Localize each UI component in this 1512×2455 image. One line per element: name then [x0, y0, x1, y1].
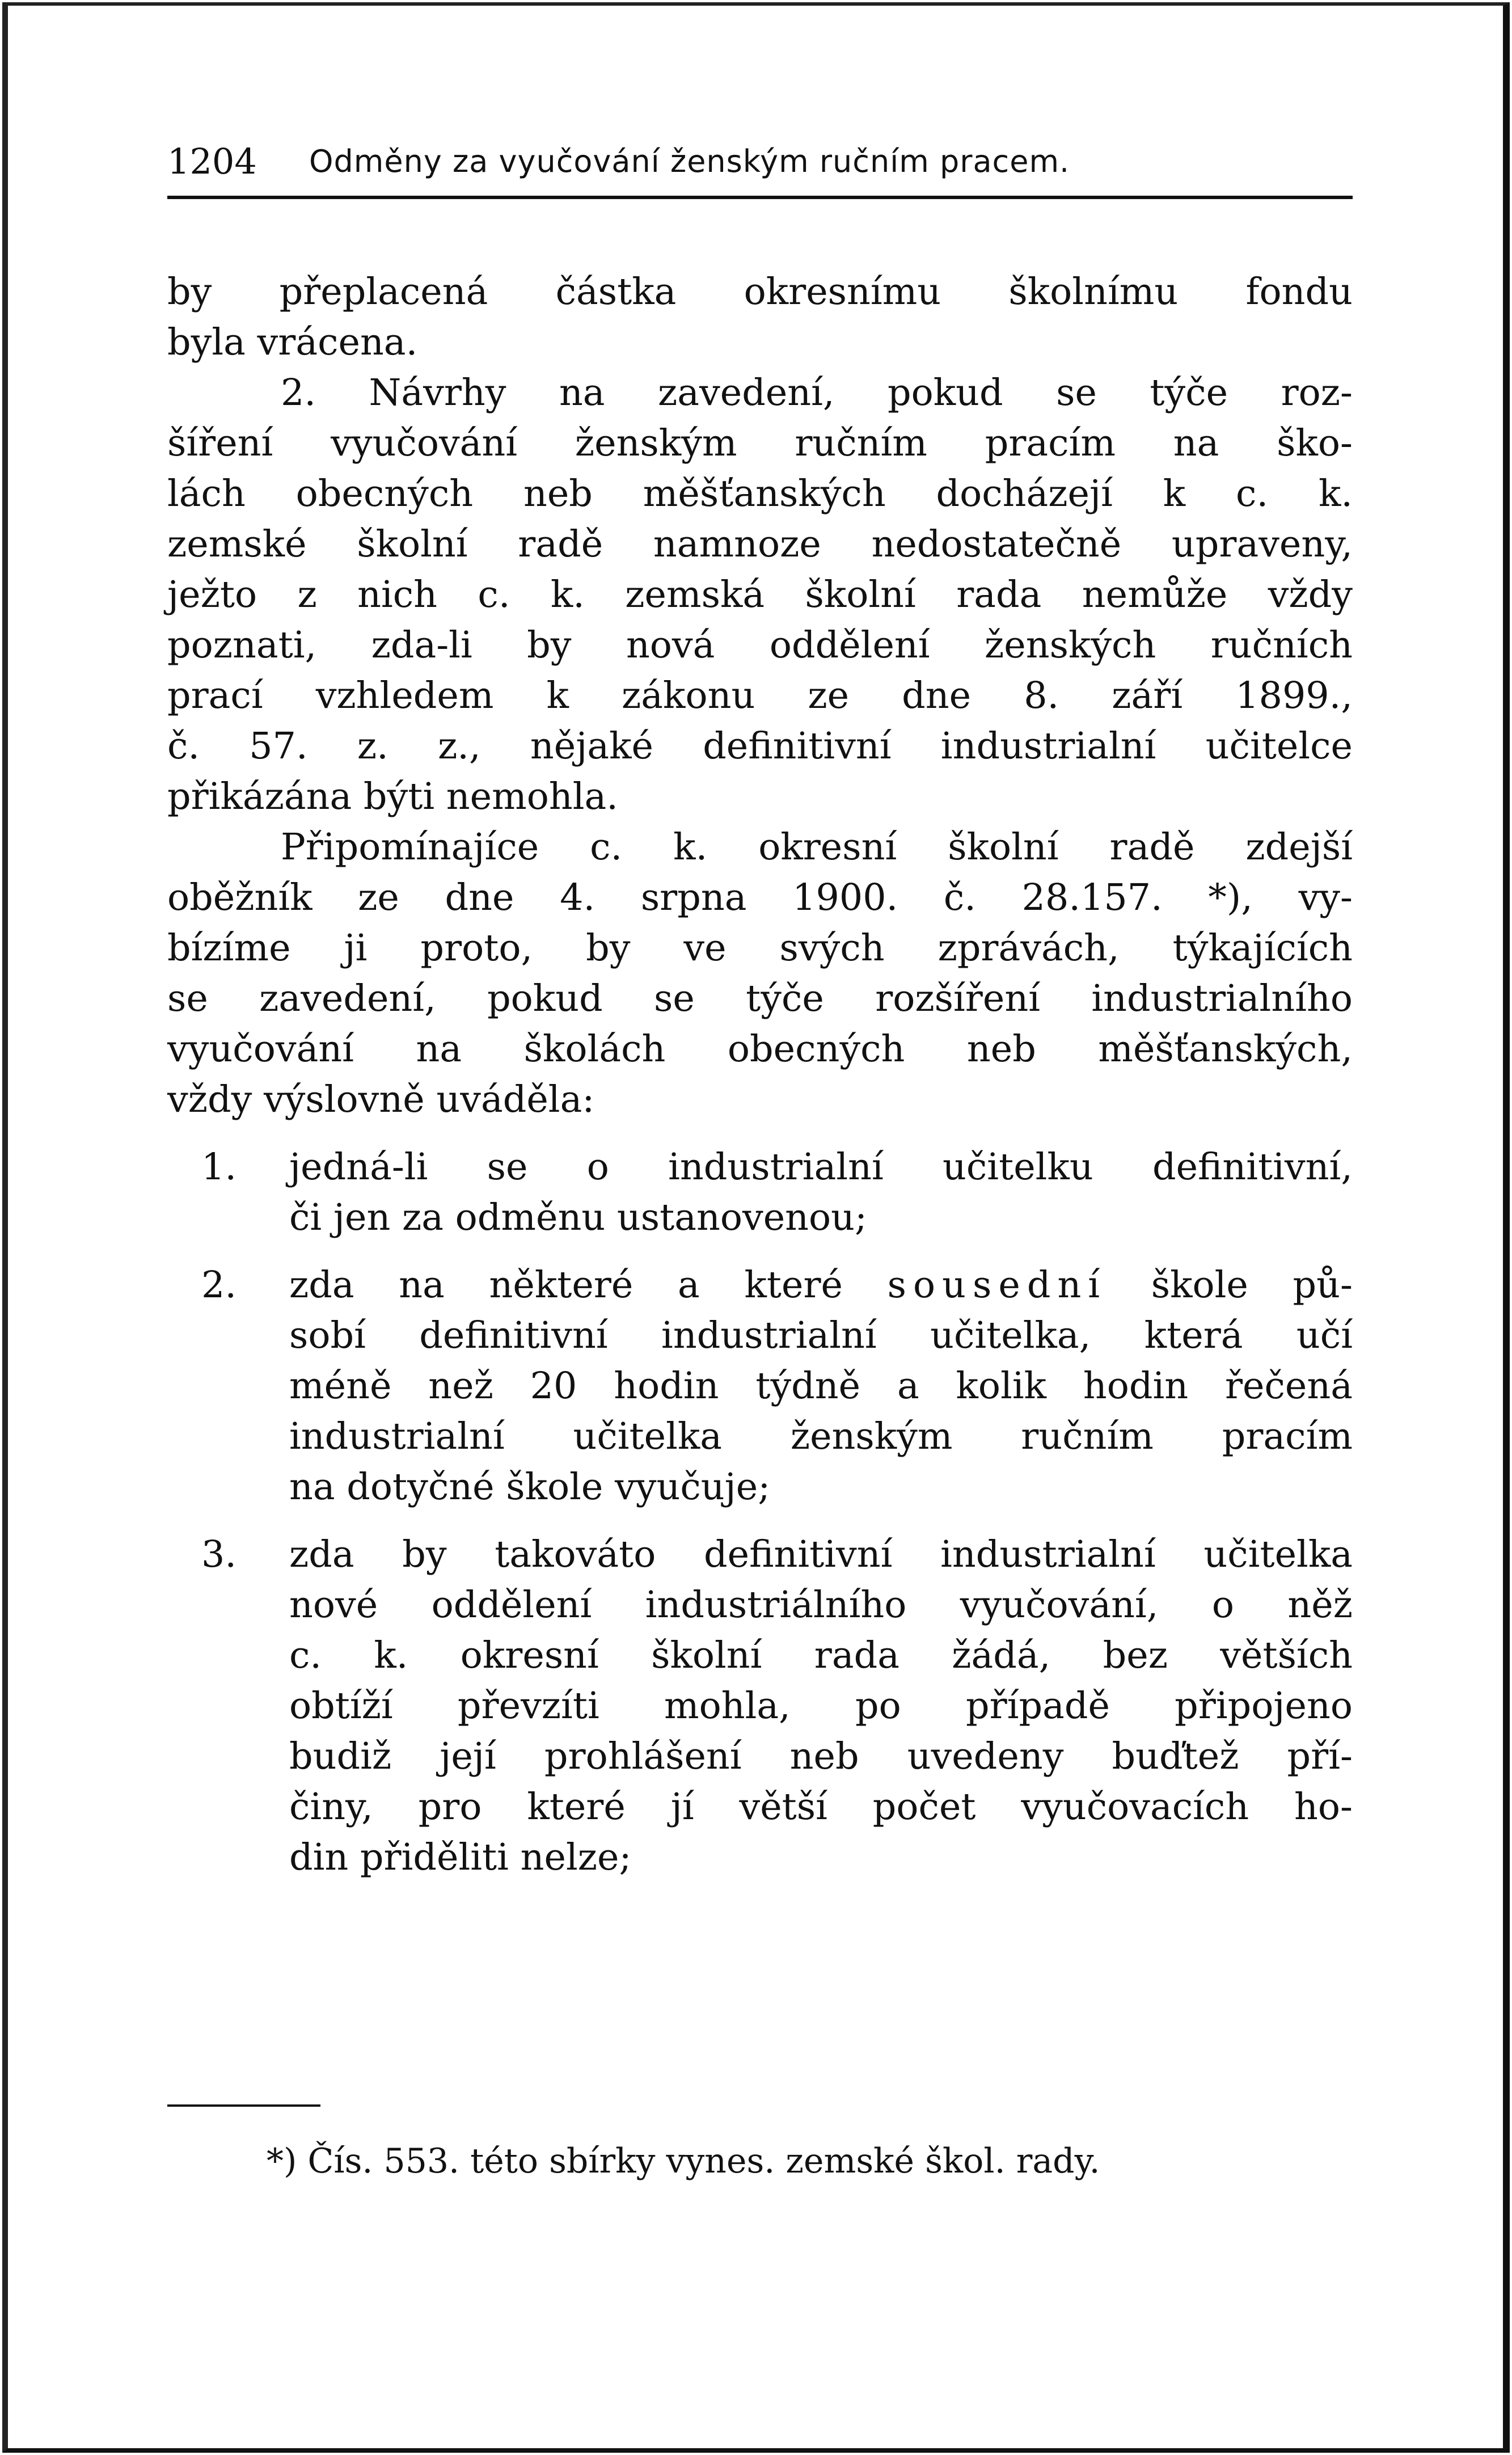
list-item: [167, 1260, 1353, 1512]
text-line: [289, 1260, 1353, 1310]
text-fragment: zda na některé a které: [289, 1264, 843, 1306]
text-line: se zavedení, pokud se týče rozšíření industrialního: [167, 977, 1353, 1020]
text-line: či jen za odměnu ustanovenou;: [289, 1196, 867, 1239]
footnote-rule: [167, 2104, 320, 2107]
text-line: na dotyčné škole vyučuje;: [289, 1466, 771, 1508]
text-line: zemské školní radě namnoze nedostatečně upraveny,: [167, 523, 1353, 566]
text-line: sobí definitivní industrialní učitelka, která učí: [289, 1314, 1353, 1357]
text-line: ježto z nich c. k. zemská školní rada nemůže vždy: [167, 573, 1353, 616]
text-line: by přeplacená částka okresnímu školnímu fondu: [167, 271, 1353, 313]
page-number: 1204: [167, 141, 257, 182]
text-line: c. k. okresní školní rada žádá, bez větších: [289, 1634, 1353, 1677]
paragraph-3: [167, 822, 1353, 1125]
text-line: méně než 20 hodin týdně a kolik hodin řečená: [289, 1365, 1353, 1407]
text-line: lách obecných neb měšťanských docházejí k c. k.: [167, 473, 1353, 515]
text-line: obtíží převzíti mohla, po případě připojeno: [289, 1685, 1353, 1727]
text-line: oběžník ze dne 4. srpna 1900. č. 28.157. *), vy-: [167, 876, 1353, 919]
list-item: [167, 1142, 1353, 1243]
list-number: 1.: [201, 1146, 237, 1188]
text-line: poznati, zda-li by nová oddělení ženských ručních: [167, 624, 1353, 667]
text-line: prací vzhledem k zákonu ze dne 8. září 1899.,: [167, 674, 1353, 717]
running-title: Odměny za vyučování ženským ručním pracem.: [309, 144, 1070, 179]
text-line: budiž její prohlášení neb uvedeny buďtež pří-: [289, 1735, 1353, 1778]
paragraph-2: [167, 368, 1353, 822]
text-line: zda by takováto definitivní industrialní učitelka: [289, 1533, 1353, 1576]
footnote: *) Čís. 553. této sbírky vynes. zemské škol. rady.: [267, 2141, 1100, 2181]
text-line: industrialní učitelka ženským ručním pracím: [289, 1415, 1353, 1458]
header-rule: [167, 196, 1353, 199]
text-line: č. 57. z. z., nějaké definitivní industrialní učitelce: [167, 725, 1353, 767]
text-fragment: škole pů-: [1151, 1264, 1353, 1306]
text-line: Připomínajíce c. k. okresní školní radě zdejší: [281, 826, 1353, 868]
text-line: přikázána býti nemohla.: [167, 775, 618, 818]
text-line: činy, pro které jí větší počet vyučovacích ho-: [289, 1786, 1353, 1828]
body-text: [167, 267, 1353, 1883]
text-line: jedná-li se o industrialní učitelku definitivní,: [289, 1146, 1353, 1188]
text-line: byla vrácena.: [167, 321, 418, 364]
list-number: 3.: [201, 1533, 237, 1576]
list-number: 2.: [201, 1264, 237, 1306]
list-item: [167, 1529, 1353, 1883]
text-line: din přiděliti nelze;: [289, 1836, 632, 1879]
text-line: vždy výslovně uváděla:: [167, 1078, 595, 1121]
text-line: šíření vyučování ženským ručním pracím na ško-: [167, 422, 1353, 465]
text-line: vyučování na školách obecných neb měšťanských,: [167, 1028, 1353, 1070]
text-line: 2. Návrhy na zavedení, pokud se týče roz-: [281, 372, 1353, 414]
page-header: [167, 136, 1353, 187]
text-line: nové oddělení industriálního vyučování, o něž: [289, 1584, 1353, 1626]
paragraph-1: [167, 267, 1353, 368]
emphasized-word: sousední: [887, 1264, 1107, 1306]
text-line: bízíme ji proto, by ve svých zprávách, týkajících: [167, 927, 1353, 969]
